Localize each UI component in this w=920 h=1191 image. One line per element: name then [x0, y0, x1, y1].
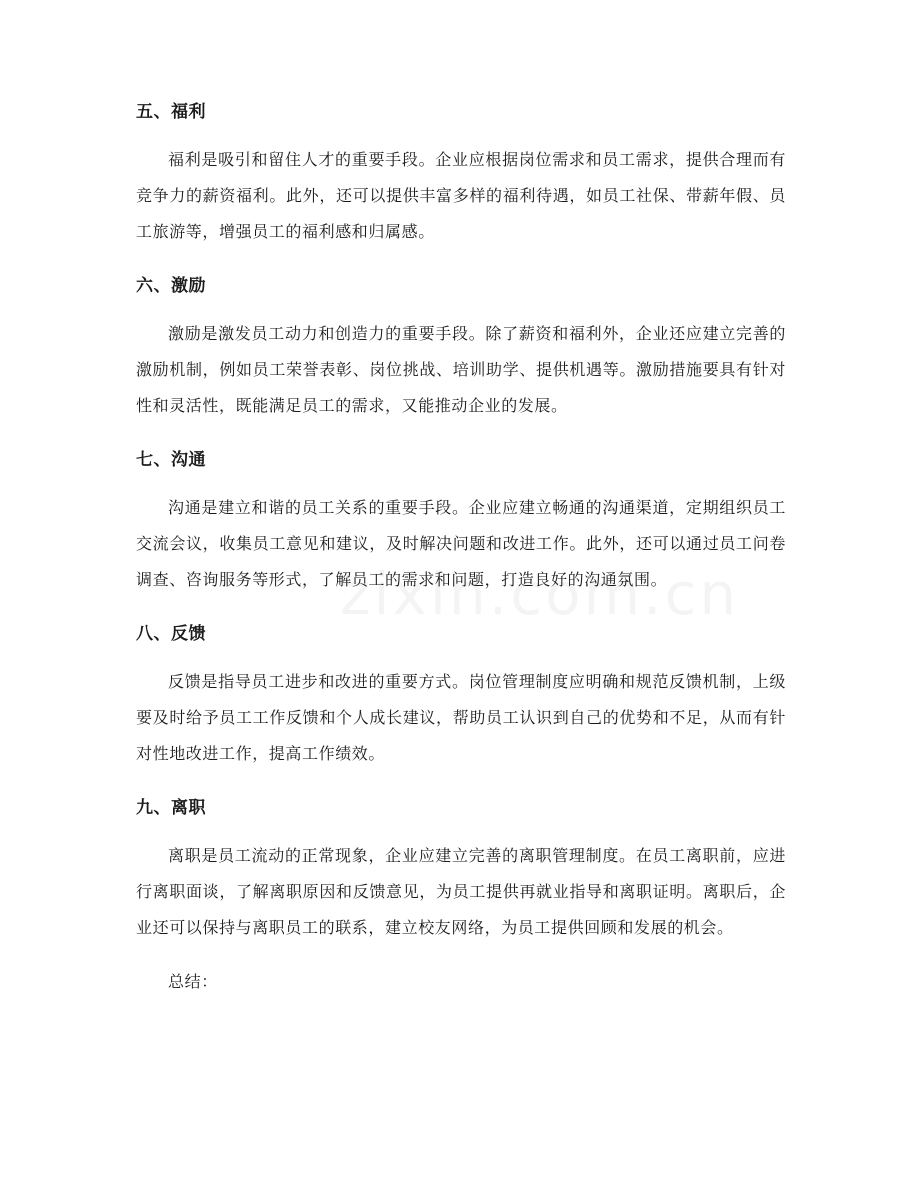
section-heading-incentive: 六、激励	[136, 276, 206, 296]
section-body-incentive: 激励是激发员工动力和创造力的重要手段。除了薪资和福利外，企业还应建立完善的激励机制，例如员工荣誉表彰、岗位挑战、培训助学、提供机遇等。激励措施要具有针对性和灵活性，既能满足员工的需求，又能推动企业的发展。	[136, 324, 786, 415]
section-body-welfare: 福利是吸引和留住人才的重要手段。企业应根据岗位需求和员工需求，提供合理而有竞争力的薪资福利。此外，还可以提供丰富多样的福利待遇，如员工社保、带薪年假、员工旅游等，增强员工的福利感和归属感。	[136, 150, 786, 241]
section-heading-welfare: 五、福利	[136, 102, 206, 122]
section-body-communication: 沟通是建立和谐的员工关系的重要手段。企业应建立畅通的沟通渠道，定期组织员工交流会议，收集员工意见和建议，及时解决问题和改进工作。此外，还可以通过员工问卷调查、咨询服务等形式，了解员工的需求和问题，打造良好的沟通氛围。	[136, 498, 786, 589]
section-body-feedback: 反馈是指导员工进步和改进的重要方式。岗位管理制度应明确和规范反馈机制，上级要及时给予员工工作反馈和个人成长建议，帮助员工认识到自己的优势和不足，从而有针对性地改进工作，提高工作绩效。	[136, 672, 786, 763]
summary-label: 总结：	[168, 972, 218, 991]
section-body-resignation: 离职是员工流动的正常现象，企业应建立完善的离职管理制度。在员工离职前，应进行离职面谈，了解离职原因和反馈意见，为员工提供再就业指导和离职证明。离职后，企业还可以保持与离职员工的联系，建立校友网络，为员工提供回顾和发展的机会。	[136, 846, 786, 937]
section-heading-resignation: 九、离职	[136, 798, 206, 818]
document-body	[136, 100, 786, 994]
section-heading-communication: 七、沟通	[136, 450, 206, 470]
section-heading-feedback: 八、反馈	[136, 624, 206, 644]
